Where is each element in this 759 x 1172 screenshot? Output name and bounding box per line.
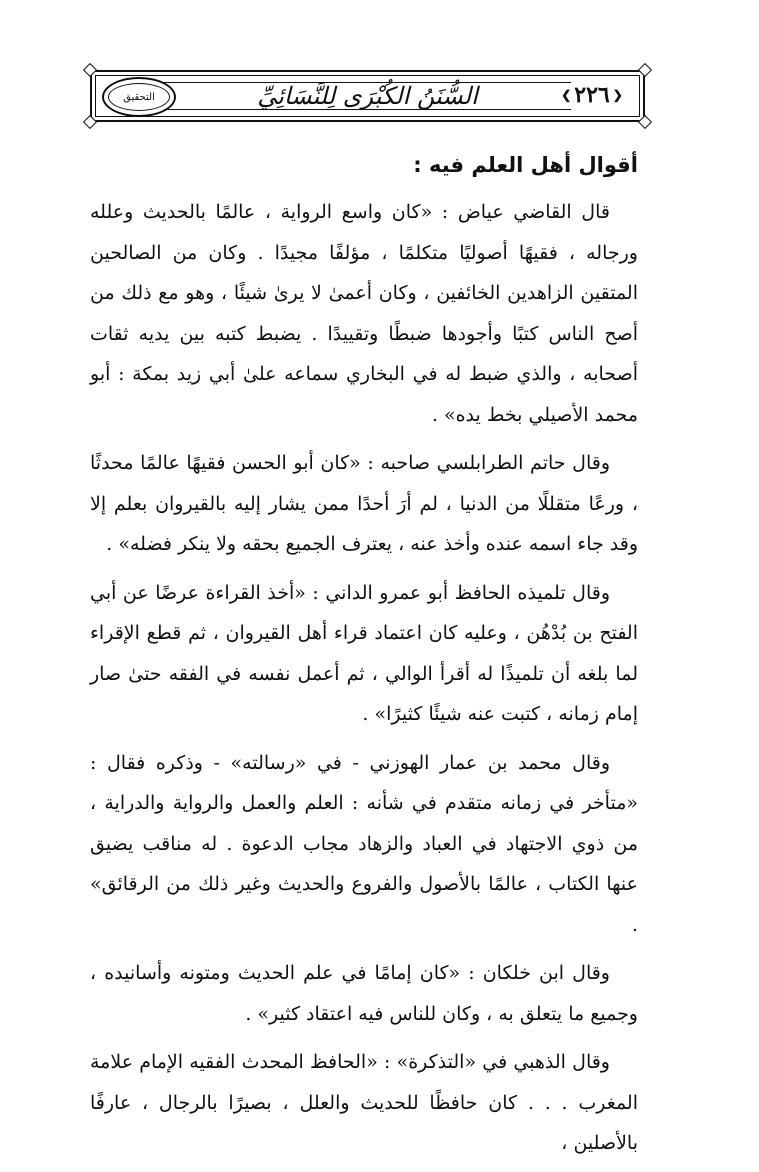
paragraph: وقال ابن خلكان : «كان إمامًا في علم الحديث ومتونه وأسانيده ، وجميع ما يتعلق به ، وكان للناس فيه اعتقاد كثير» .	[90, 962, 638, 1025]
page-number: ❮ ٢٢٦ ❯	[557, 80, 627, 110]
seal-text: التحقيق	[123, 91, 155, 103]
publisher-seal-logo	[102, 77, 176, 117]
paragraph: قال القاضي عياض : «كان واسع الرواية ، عالمًا بالحديث وعلله ورجاله ، فقيهًا أصوليًا متكلمًا ، مؤلفًا مجيدًا . وكان من الصالحين المتقين الزاهدين الخائفين ، وكان أعمىٰ لا يرىٰ شيئًا ، وهو مع ذلك من أصح الناس كتبًا وأجودها ضبطًا وتقييدًا . يضبط كتبه بين يديه ثقات أصحابه ، والذي ضبط له في البخاري سماعه علىٰ أبي زيد بمكة : أبو محمد الأصيلي بخط يده» .	[90, 201, 638, 426]
running-title: السُّنَنُ الكُبْرَى لِلنَّسَائِيِّ	[257, 82, 478, 110]
seal-inner-ring	[108, 83, 170, 111]
section-heading: أقوال أهل العلم فيه :	[413, 153, 638, 177]
page-body	[90, 140, 638, 1172]
paragraph: وقال محمد بن عمار الهوزني - في «رسالته» - وذكره فقال : «متأخر في زمانه متقدم في شأنه : العلم والعمل والرواية والدراية ، من ذوي الاجتهاد في العباد والزهاد مجاب الدعوة . له مناقب يضيق عنها الكتاب ، عالمًا بالأصول والفروع والحديث وغير ذلك من الرقائق» .	[90, 751, 638, 936]
paragraph: وقال حاتم الطرابلسي صاحبه : «كان أبو الحسن فقيهًا عالمًا محدثًا ، ورعًا متقللًا من الدنيا ، لم أرَ أحدًا ممن يشار إليه بالقيروان بعلم إلا وقد جاء اسمه عنده وأخذ عنه ، يعترف الجميع بحقه ولا ينكر فضله» .	[90, 452, 638, 555]
page-header	[90, 70, 645, 122]
paragraph: وقال تلميذه الحافظ أبو عمرو الداني : «أخذ القراءة عرضًا عن أبي الفتح بن بُدْهُن ، وعليه كان اعتماد قراء أهل القيروان ، ثم قطع الإقراء لما بلغه أن تلميذًا له أقرأ الوالي ، ثم أعمل نفسه في الفقه حتىٰ صار إمام زمانه ، كتبت عنه شيئًا كثيرًا» .	[90, 581, 638, 725]
paragraph: وقال الذهبي في «التذكرة» : «الحافظ المحدث الفقيه الإمام علامة المغرب . . . كان حافظًا للحديث والعلل ، بصيرًا بالرجال ، عارفًا بالأصلين ،	[90, 1051, 638, 1154]
